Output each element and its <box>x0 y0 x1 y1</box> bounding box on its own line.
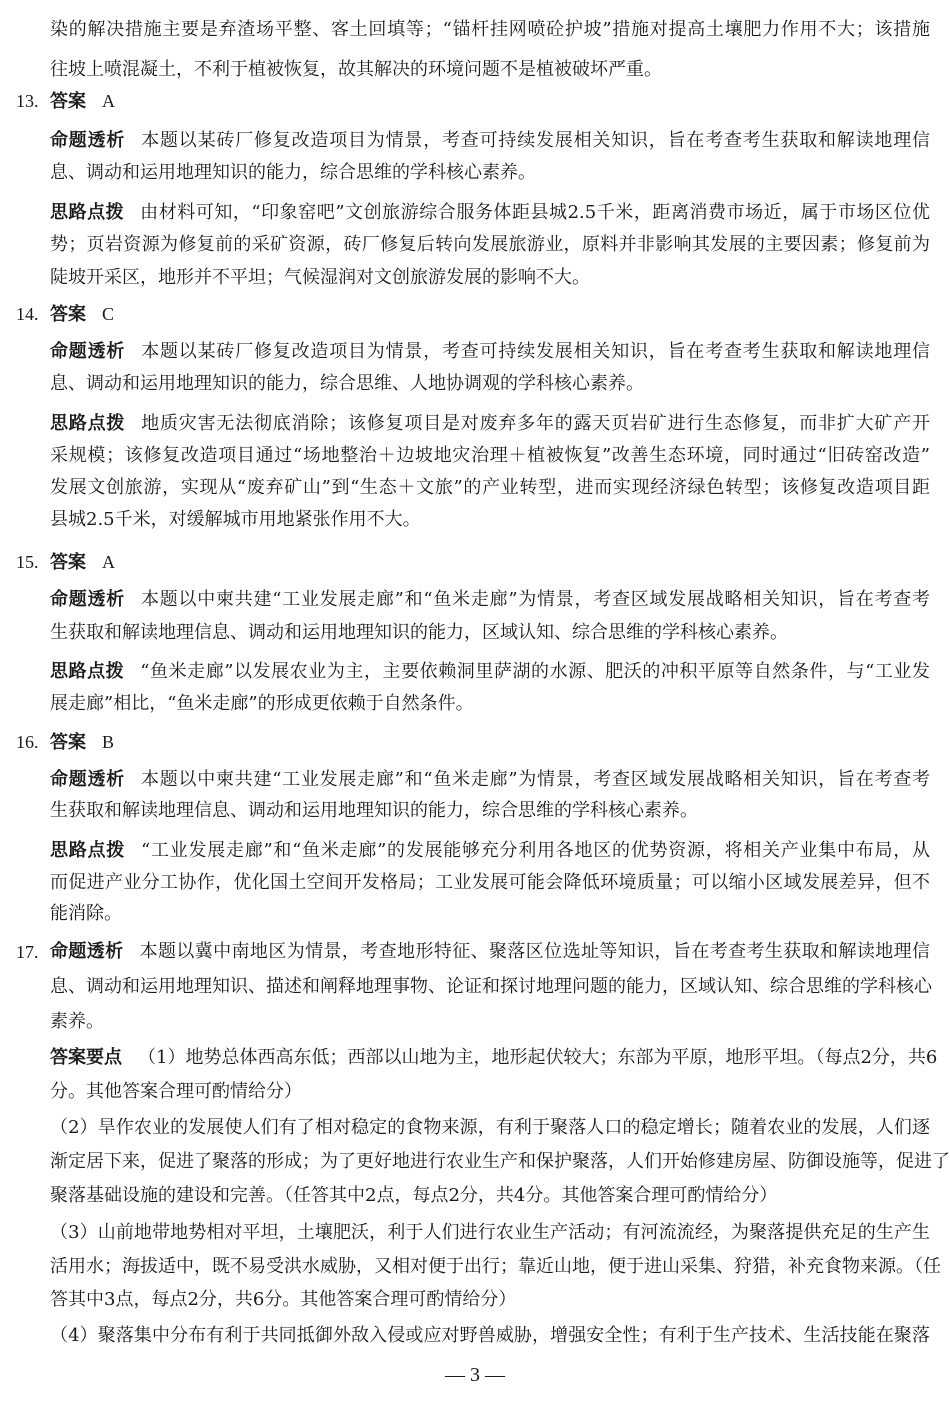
text-line <box>50 413 930 435</box>
section-text: 答其中3点，每点2分，共6分。其他答案合理可酌情给分） <box>50 1289 517 1310</box>
text-line <box>50 1185 930 1207</box>
text-line <box>50 1289 930 1311</box>
question-number: 15. <box>16 552 39 572</box>
answer-label: 答案 <box>50 304 86 325</box>
section-text: 分。其他答案合理可酌情给分） <box>50 1081 302 1102</box>
section-text: 息、调动和运用地理知识、描述和阐释地理事物、论证和探讨地理问题的能力，区域认知、综合思维的学科核心 <box>50 976 932 997</box>
text-line <box>50 903 930 925</box>
section-text: 县城2.5千米，对缓解城市用地紧张作用不大。 <box>50 509 421 530</box>
question-number: 16. <box>16 732 39 752</box>
answer-value: A <box>102 91 115 111</box>
text-line <box>50 267 930 289</box>
text-line <box>50 1256 941 1278</box>
answer-row <box>16 551 930 573</box>
answer-row <box>16 303 930 325</box>
text-line <box>50 1325 930 1347</box>
section-text: 本题以冀中南地区为情景，考查地形特征、聚落区位选址等知识，旨在考查考生获取和解读地理信 <box>139 941 931 962</box>
text-line <box>50 840 930 862</box>
section-text: “工业发展走廊”和“鱼米走廊”的发展能够充分利用各地区的优势资源，将相关产业集中布局，从 <box>141 840 930 861</box>
section-text: （4）聚落集中分布有利于共同抵御外敌入侵或应对野兽威胁，增强安全性；有利于生产技术、生活技能在聚落 <box>50 1325 930 1346</box>
section-label: 命题透析 <box>50 769 125 790</box>
section-label: 思路点拨 <box>50 413 126 434</box>
text-line <box>50 1081 930 1103</box>
section-label: 命题透析 <box>50 941 124 962</box>
text-line <box>50 1047 938 1069</box>
text-line <box>50 477 930 499</box>
section-text: 本题以某砖厂修复改造项目为情景，考查可持续发展相关知识，旨在考查考生获取和解读地理信 <box>141 130 930 151</box>
section-label: 思路点拨 <box>50 202 125 223</box>
text-line <box>50 1011 930 1033</box>
text-line <box>50 800 930 822</box>
text-line: 往坡上喷混凝土，不利于植被恢复，故其解决的环境问题不是植被破坏严重。 <box>50 59 662 80</box>
text-line <box>50 373 930 395</box>
section-text: 由材料可知，“印象窑吧”文创旅游综合服务体距县城2.5千米，距离消费市场近，属于市场区位优 <box>140 202 930 223</box>
answer-value: B <box>102 732 115 752</box>
section-label: 命题透析 <box>50 341 126 362</box>
section-label: 命题透析 <box>50 130 126 151</box>
text-line <box>50 130 930 152</box>
section-text: 渐定居下来，促进了聚落的形成；为了更好地进行农业生产和保护聚落，人们开始修建房屋、防御设施等，促进了 <box>50 1151 950 1172</box>
answer-row <box>16 90 930 112</box>
text-line <box>50 162 930 184</box>
section-text: 展走廊”相比，“鱼米走廊”的形成更依赖于自然条件。 <box>50 693 474 714</box>
answer-value: A <box>102 552 115 572</box>
text-line <box>16 941 931 963</box>
text-line <box>50 1151 950 1173</box>
answer-row <box>16 731 930 753</box>
section-text: 本题以中柬共建“工业发展走廊”和“鱼米走廊”为情景，考查区域发展战略相关知识，旨在考查考 <box>141 589 930 610</box>
section-text: （1）地势总体西高东低；西部以山地为主，地形起伏较大；东部为平原，地形平坦。（每点2分，共6 <box>138 1047 938 1068</box>
text-line <box>50 976 930 998</box>
section-text: 陡坡开采区，地形并不平坦；气候湿润对文创旅游发展的影响不大。 <box>50 267 590 288</box>
text-line <box>50 769 930 791</box>
section-text: 生获取和解读地理信息、调动和运用地理知识的能力，综合思维的学科核心素养。 <box>50 800 698 821</box>
section-text: 发展文创旅游，实现从“废弃矿山”到“生态＋文旅”的产业转型，进而实现经济绿色转型；该修复改造项目距 <box>50 477 930 498</box>
page-number: — 3 — <box>445 1364 505 1386</box>
text-line: 染的解决措施主要是弃渣场平整、客土回填等；“锚杆挂网喷砼护坡”措施对提高土壤肥力作用不大；该措施 <box>50 19 930 40</box>
answer-label: 答案 <box>50 91 86 112</box>
section-label: 答案要点 <box>50 1047 122 1068</box>
section-text: 息、调动和运用地理知识的能力，综合思维、人地协调观的学科核心素养。 <box>50 373 644 394</box>
section-text: “鱼米走廊”以发展农业为主，主要依赖洞里萨湖的水源、肥沃的冲积平原等自然条件，与“工业发 <box>140 661 930 682</box>
answer-label: 答案 <box>50 552 86 573</box>
text-line <box>50 589 930 611</box>
text-line <box>50 1117 930 1139</box>
text-line <box>50 509 930 531</box>
section-text: 本题以中柬共建“工业发展走廊”和“鱼米走廊”为情景，考查区域发展战略相关知识，旨在考查考 <box>141 769 930 790</box>
text-line <box>50 693 930 715</box>
text-line <box>50 1222 930 1244</box>
section-text: 能消除。 <box>50 903 122 924</box>
question-number: 17. <box>16 942 39 962</box>
section-text: 本题以某砖厂修复改造项目为情景，考查可持续发展相关知识，旨在考查考生获取和解读地理信 <box>141 341 930 362</box>
text-line <box>50 234 930 256</box>
section-text: 地质灾害无法彻底消除；该修复项目是对废弃多年的露天页岩矿进行生态修复，而非扩大矿产开 <box>141 413 930 434</box>
section-text: （3）山前地带地势相对平坦，土壤肥沃，利于人们进行农业生产活动；有河流流经，为聚落提供充足的生产生 <box>50 1222 930 1243</box>
section-label: 思路点拨 <box>50 840 125 861</box>
section-text: 息、调动和运用地理知识的能力，综合思维的学科核心素养。 <box>50 162 536 183</box>
question-number: 14. <box>16 304 39 324</box>
answer-label: 答案 <box>50 732 86 753</box>
question-number: 13. <box>16 91 39 111</box>
text-line <box>50 872 930 894</box>
section-text: 活用水；海拔适中，既不易受洪水威胁，又相对便于出行；靠近山地，便于进山采集、狩猎，补充食物来源。（任 <box>50 1256 941 1277</box>
text-line <box>50 622 930 644</box>
section-text: 而促进产业分工协作，优化国土空间开发格局；工业发展可能会降低环境质量；可以缩小区域发展差异，但不 <box>50 872 930 893</box>
text-line <box>50 341 930 363</box>
text-line <box>50 202 930 224</box>
section-text: 聚落基础设施的建设和完善。（任答其中2点，每点2分，共4分。其他答案合理可酌情给分） <box>50 1185 778 1206</box>
section-label: 思路点拨 <box>50 661 125 682</box>
section-text: 势；页岩资源为修复前的采矿资源，砖厂修复后转向发展旅游业，原料并非影响其发展的主要因素；修复前为 <box>50 234 930 255</box>
section-label: 命题透析 <box>50 589 125 610</box>
text-line <box>50 445 930 467</box>
text-line <box>50 661 930 683</box>
section-text: 采规模；该修复改造项目通过“场地整治＋边坡地灾治理＋植被恢复”改善生态环境，同时通过“旧砖窑改造” <box>50 445 930 466</box>
section-text: 生获取和解读地理信息、调动和运用地理知识的能力，区域认知、综合思维的学科核心素养。 <box>50 622 788 643</box>
section-text: 素养。 <box>50 1011 104 1032</box>
answer-value: C <box>102 304 115 324</box>
section-text: （2）旱作农业的发展使人们有了相对稳定的食物来源，有利于聚落人口的稳定增长；随着农业的发展，人们逐 <box>50 1117 930 1138</box>
